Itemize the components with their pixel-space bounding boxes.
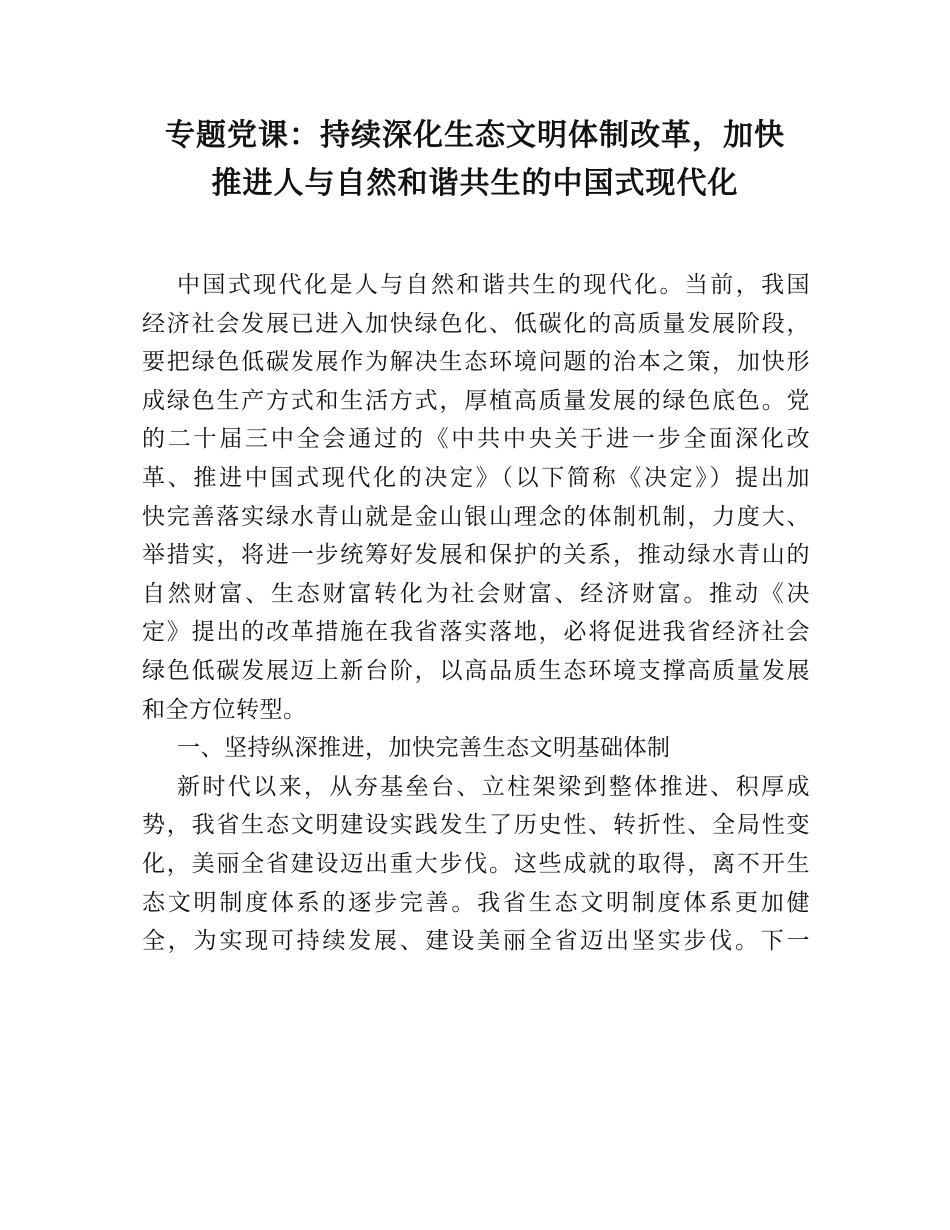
text-line: 经济社会发展已进入加快绿色化、低碳化的高质量发展阶段， <box>142 310 810 337</box>
text-line: 的二十届三中全会通过的《中共中央关于进一步全面深化改 <box>142 426 810 453</box>
document-body <box>142 266 810 961</box>
section-heading <box>142 729 810 768</box>
text-line: 革、推进中国式现代化的决定》（以下简称《决定》）提出加 <box>142 464 810 491</box>
text-line: 新时代以来，从夯基垒台、立柱架梁到整体推进、积厚成 <box>177 773 810 800</box>
text-line: 势，我省生态文明建设实践发生了历史性、转折性、全局性变 <box>142 812 810 839</box>
text-line: 自然财富、生态财富转化为社会财富、经济财富。推动《决 <box>142 580 810 607</box>
section-heading-text: 一、坚持纵深推进，加快完善生态文明基础体制 <box>177 735 671 762</box>
text-line: 中国式现代化是人与自然和谐共生的现代化。当前，我国 <box>177 272 810 298</box>
title-line-2: 推进人与自然和谐共生的中国式现代化 <box>211 166 739 201</box>
text-line: 化，美丽全省建设迈出重大步伐。这些成就的取得，离不开生 <box>142 850 810 877</box>
document-title <box>130 112 820 208</box>
text-line: 举措实，将进一步统筹好发展和保护的关系，推动绿水青山的 <box>142 542 810 569</box>
paragraph-section-1 <box>142 768 810 961</box>
text-line: 全，为实现可持续发展、建设美丽全省迈出坚实步伐。下一 <box>142 928 810 955</box>
text-line: 成绿色生产方式和生活方式，厚植高质量发展的绿色底色。党 <box>142 387 810 414</box>
text-line: 和全方位转型。 <box>142 696 307 723</box>
title-line-1: 专题党课：持续深化生态文明体制改革，加快 <box>165 118 785 153</box>
text-line: 态文明制度体系的逐步完善。我省生态文明制度体系更加健 <box>142 889 810 916</box>
text-line: 快完善落实绿水青山就是金山银山理念的体制机制，力度大、 <box>142 503 810 530</box>
text-line: 要把绿色低碳发展作为解决生态环境问题的治本之策，加快形 <box>142 349 810 376</box>
text-line: 绿色低碳发展迈上新台阶，以高品质生态环境支撑高质量发展 <box>142 657 810 684</box>
paragraph-intro <box>142 266 810 729</box>
text-line: 定》提出的改革措施在我省落实落地，必将促进我省经济社会 <box>142 619 810 646</box>
